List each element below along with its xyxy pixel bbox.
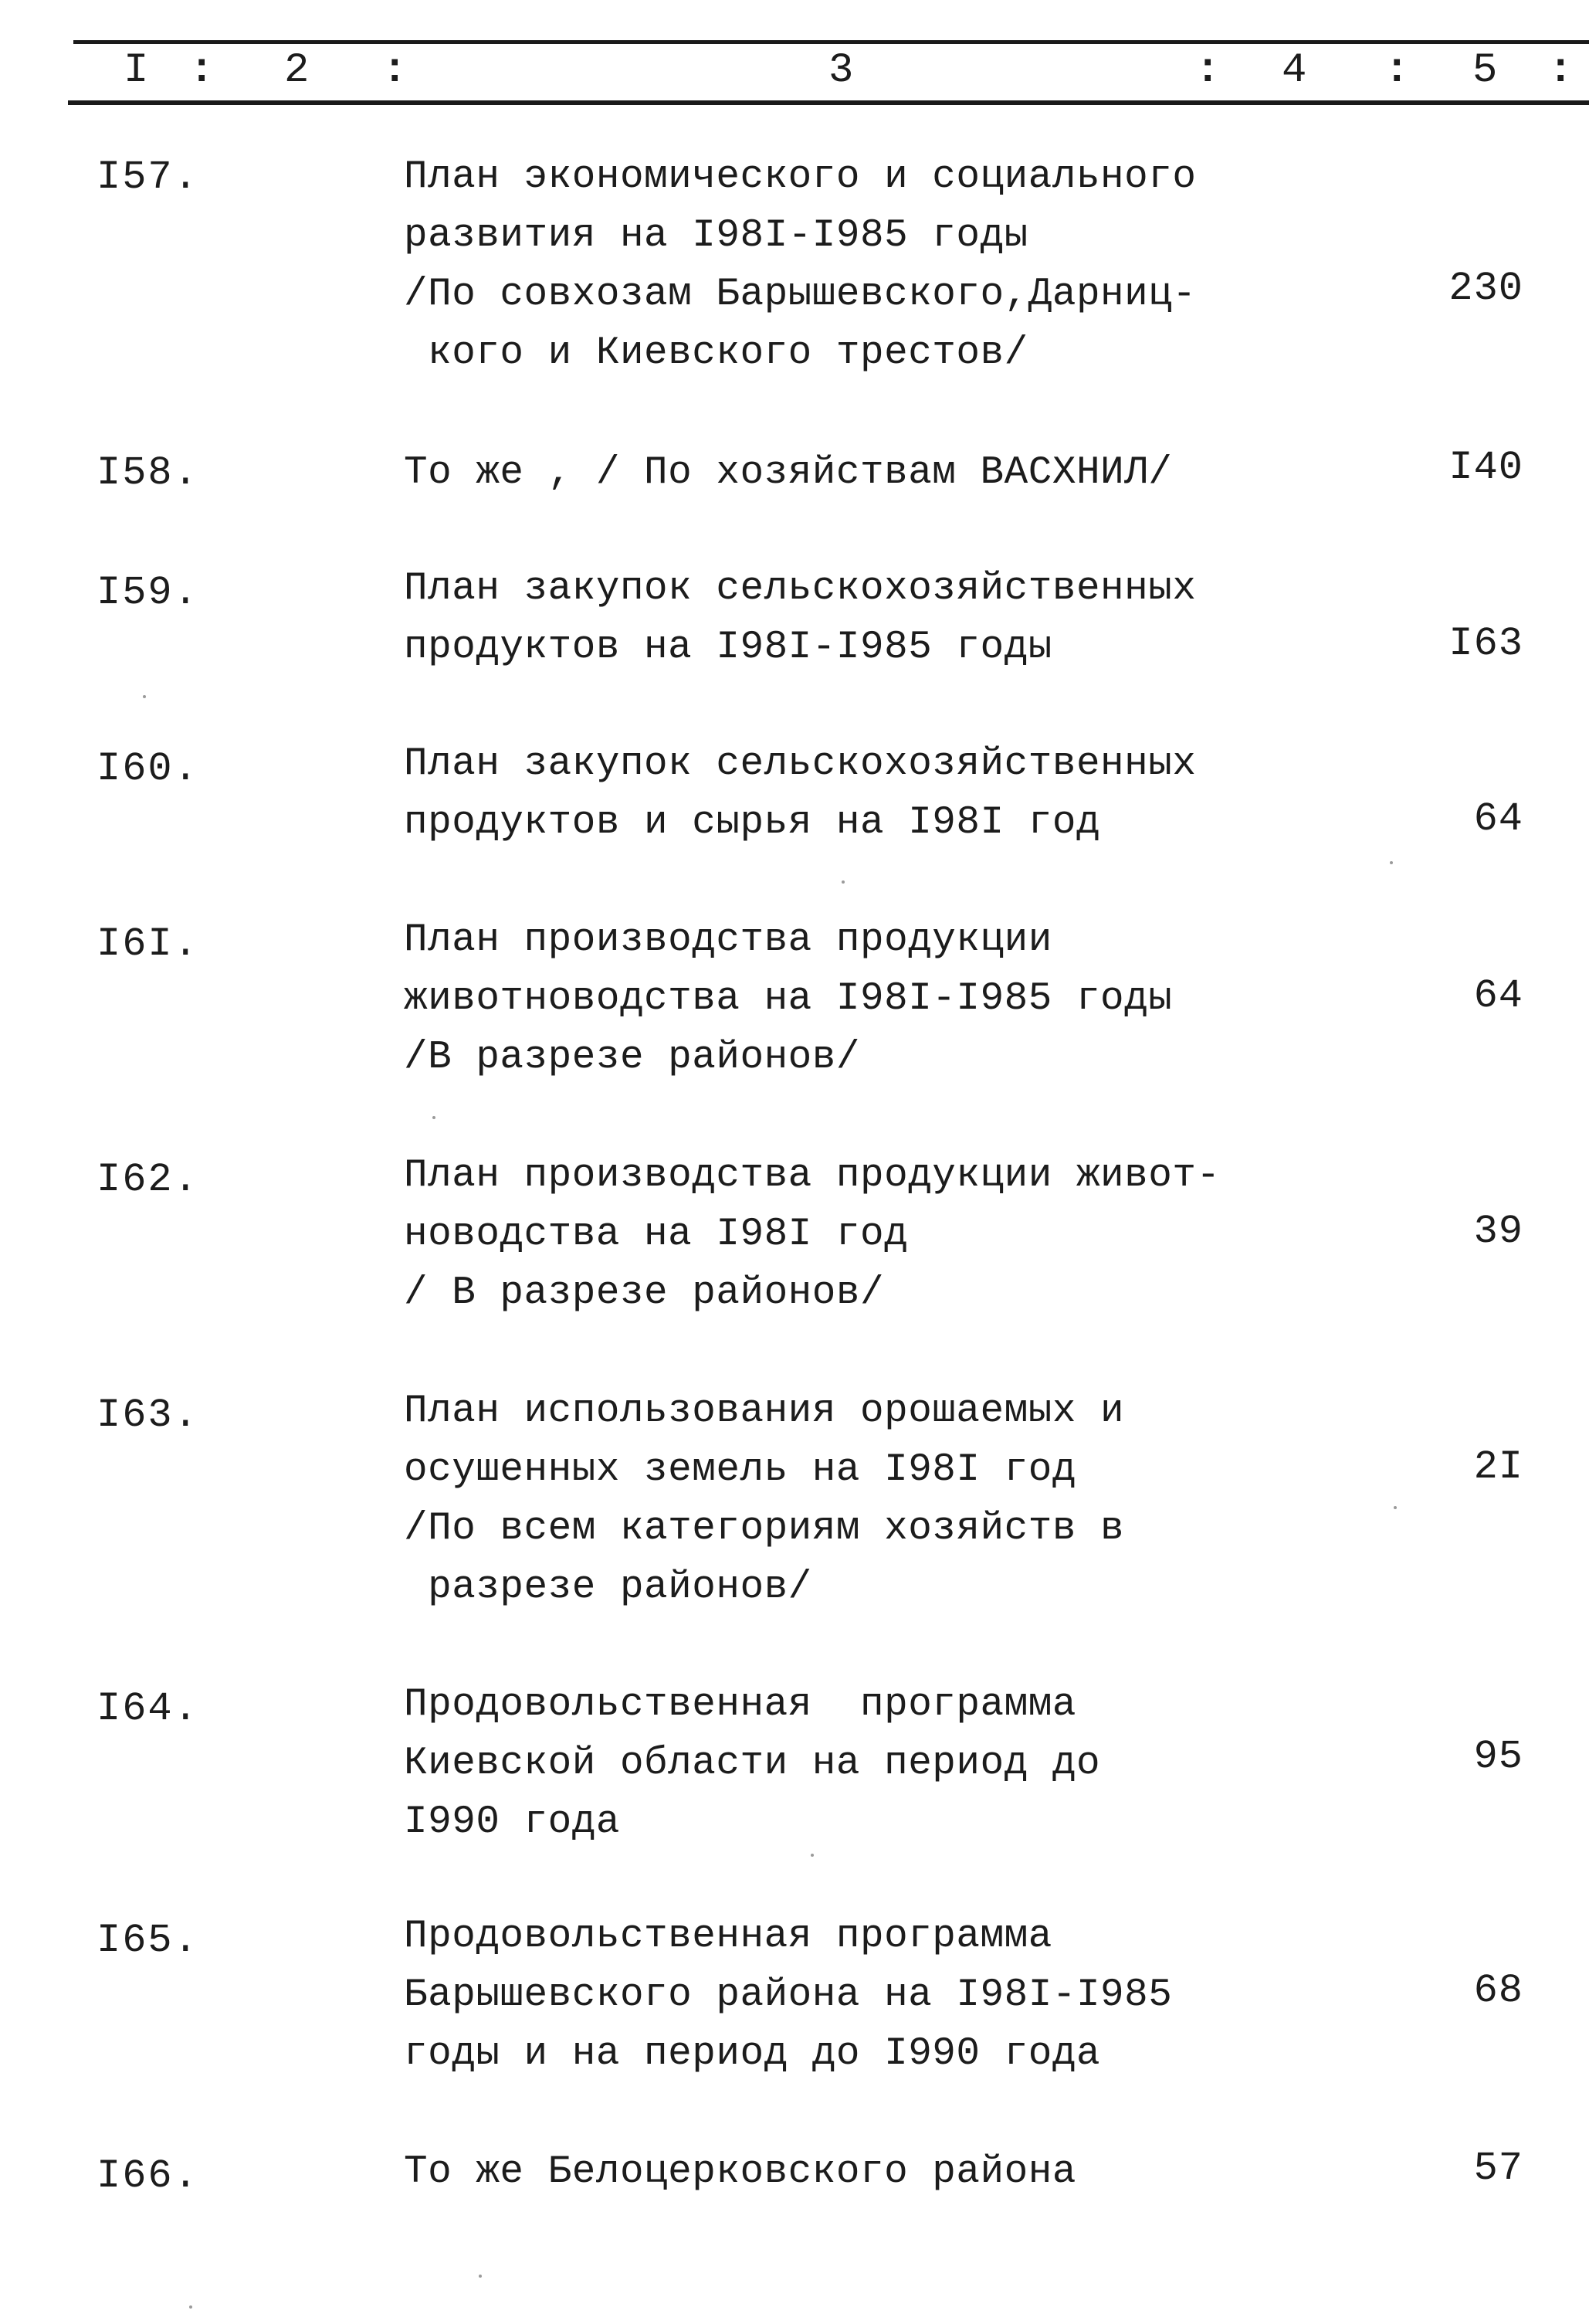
entry-title-line: План производства продукции [404,918,1052,962]
scan-speck [842,880,845,884]
entry-title-line: кого и Киевского трестов/ [404,331,1028,375]
entry-page-count: 68 [1473,1968,1523,2014]
entry-title-line: / В разрезе районов/ [404,1271,885,1315]
column-header-1: I [124,47,151,94]
entry-page-count: 64 [1473,796,1523,842]
scan-speck [479,2275,482,2278]
entry-title-line: животноводства на I98I-I985 годы [404,977,1173,1021]
entry-title-line: План экономического и социального [404,155,1197,199]
column-separator: : [189,47,215,94]
entry-page-count: 57 [1473,2146,1523,2191]
entry-title-line: План использования орошаемых и [404,1389,1125,1433]
entry-title [404,1676,1269,1852]
entry-title [404,735,1269,853]
entry-title [404,1147,1269,1323]
entry-number: I60. [97,746,199,792]
column-header-3: 3 [828,47,855,94]
entry-title-line: новодства на I98I год [404,1213,909,1257]
entry-title-line: /В разрезе районов/ [404,1036,860,1080]
entry-number: I57. [97,154,199,200]
header-top-rule [73,40,1589,44]
entry-title-line: То же , / По хозяйствам ВАСХНИЛ/ [404,451,1173,495]
scan-speck [189,2305,192,2309]
entry-title-line: То же Белоцерковского района [404,2150,1076,2194]
entry-number: I66. [97,2153,199,2199]
entry-page-count: 39 [1473,1209,1523,1254]
entry-number: I65. [97,1918,199,1963]
entry-title [404,444,1269,503]
column-separator: : [1548,47,1574,94]
header-bottom-rule [68,100,1589,105]
scan-speck [811,1854,814,1857]
column-separator: : [382,47,408,94]
column-header-5: 5 [1472,47,1499,94]
entry-number: I64. [97,1686,199,1732]
entry-number: I6I. [97,921,199,967]
entry-title-line: /По всем категориям хозяйств в [404,1507,1125,1551]
scan-speck [432,1116,435,1119]
column-header-2: 2 [284,47,311,94]
scan-speck [143,695,146,698]
entry-page-count: I40 [1448,445,1523,490]
scan-speck [1394,1506,1397,1509]
entry-page-count: I63 [1448,621,1523,667]
entry-title [404,1383,1269,1617]
entry-title-line: План производства продукции живот- [404,1154,1221,1198]
column-header-4: 4 [1282,47,1309,94]
entry-title-line: осушенных земель на I98I год [404,1448,1076,1492]
entry-title-line: Киевской области на период до [404,1742,1101,1786]
entry-number: I59. [97,570,199,616]
entry-page-count: 95 [1473,1734,1523,1779]
entry-title-line: развития на I98I-I985 годы [404,214,1028,258]
entry-page-count: 2I [1473,1444,1523,1490]
entry-title-line: /По совхозам Барышевского,Дарниц- [404,273,1197,317]
entry-title-line: годы и на период до I990 года [404,2032,1101,2076]
entry-number: I62. [97,1157,199,1203]
entry-title [404,560,1269,677]
entry-title-line: План закупок сельскохозяйственных [404,567,1197,611]
entry-title-line: I990 года [404,1800,620,1844]
entry-number: I58. [97,450,199,496]
entry-title-line: Продовольственная программа [404,1683,1076,1727]
entry-title-line: разрезе районов/ [404,1566,812,1610]
column-separator: : [1384,47,1410,94]
column-separator: : [1195,47,1221,94]
entry-title [404,148,1269,383]
entry-title-line: План закупок сельскохозяйственных [404,742,1197,786]
entry-title [404,1908,1269,2084]
entry-title-line: продуктов на I98I-I985 годы [404,626,1052,670]
entry-title [404,911,1269,1087]
entry-page-count: 64 [1473,973,1523,1019]
entry-title-line: Продовольственная программа [404,1915,1052,1959]
entry-title-line: Барышевского района на I98I-I985 [404,1973,1173,2017]
entry-title-line: продуктов и сырья на I98I год [404,801,1101,845]
entry-page-count: 230 [1448,266,1523,311]
entry-title [404,2143,1269,2202]
scan-speck [1390,861,1393,864]
entry-number: I63. [97,1393,199,1438]
